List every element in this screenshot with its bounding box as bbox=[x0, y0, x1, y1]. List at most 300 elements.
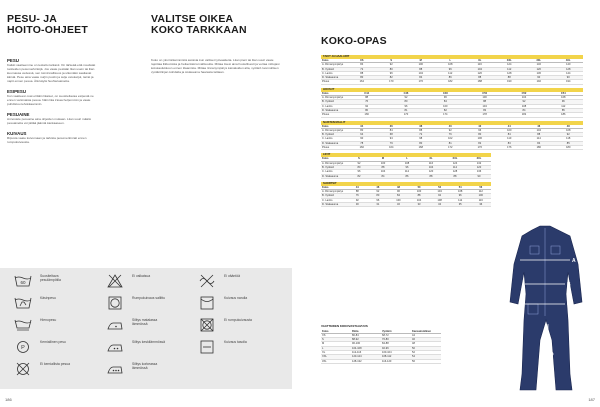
wash-gentle-icon bbox=[14, 318, 32, 332]
small-table-row bbox=[321, 360, 441, 364]
table-cell: 96 bbox=[389, 71, 393, 75]
table-cell: 81 bbox=[448, 141, 452, 145]
table-cell: 182 bbox=[448, 80, 453, 84]
care-label: Ei vääntöä bbox=[224, 274, 241, 278]
table-cell: 100 bbox=[478, 194, 483, 198]
small-table-header-cell: Kansainvälinen bbox=[412, 329, 432, 333]
small-table-cell: 76-80 bbox=[382, 338, 389, 342]
table-header-cell: C44 bbox=[364, 91, 370, 95]
table-cell: 88 bbox=[453, 174, 457, 178]
table-cell: 108 bbox=[448, 63, 453, 67]
table-cell: 88 bbox=[507, 76, 511, 80]
iron-medium-icon bbox=[106, 340, 124, 354]
table-cell: C. Lantio bbox=[322, 170, 333, 174]
small-table-cell: 88-92 bbox=[352, 338, 359, 342]
table-cell: 88 bbox=[478, 76, 482, 80]
table-cell: 31 bbox=[376, 203, 380, 207]
table-header-cell: C52 bbox=[521, 91, 527, 95]
small-table-cell: 3XL bbox=[322, 359, 327, 363]
table-header-cell: C46 bbox=[403, 91, 409, 95]
table-cell: 128 bbox=[507, 71, 512, 75]
hand-wash-icon bbox=[14, 296, 32, 310]
table-cell: 114 bbox=[536, 137, 541, 141]
table-cell: 92 bbox=[522, 100, 526, 104]
table-row bbox=[321, 203, 491, 207]
table-cell: 82 bbox=[389, 76, 393, 80]
table-header-cell: 44 bbox=[507, 124, 511, 128]
table-cell: 104 bbox=[521, 96, 527, 100]
table-cell: 100 bbox=[443, 104, 448, 108]
table-cell: A. Rinnanympärys bbox=[322, 128, 344, 132]
section-text-kuivaus: Ripusta vaate kuivumaan ja tarkista pesumerkinnät ennen rumpukuivausta. bbox=[7, 136, 87, 144]
small-table-cell: 56 bbox=[412, 359, 415, 363]
page-number-left: 186 bbox=[5, 397, 12, 402]
table-cell: 92 bbox=[357, 161, 361, 165]
table-cell: 112 bbox=[507, 67, 512, 71]
small-table-cell: 52 bbox=[412, 350, 415, 354]
table-cell: 100 bbox=[418, 63, 423, 67]
table-cell: 94 bbox=[389, 137, 393, 141]
table-header-cell: 36 bbox=[389, 124, 393, 128]
no-tumble-icon bbox=[198, 318, 216, 332]
table-cell: B. Vyötärö bbox=[322, 67, 335, 71]
care-label: Ei valkaisua bbox=[132, 274, 151, 278]
small-table-header-cell: Koko bbox=[322, 329, 329, 333]
table-cell: C. Lantio bbox=[322, 71, 333, 75]
table-cell: 108 bbox=[437, 198, 442, 202]
table-cell: 88 bbox=[381, 165, 385, 169]
table-cell: 90 bbox=[477, 174, 481, 178]
iron-low-icon bbox=[106, 318, 124, 332]
table-header-cell: 3XL bbox=[476, 157, 482, 161]
table-cell: 104 bbox=[536, 128, 541, 132]
section-heading-pesuaine: PESUAINE bbox=[7, 112, 30, 117]
table-cell: 96 bbox=[448, 67, 452, 71]
table-cell: 68 bbox=[389, 133, 393, 137]
size-table bbox=[321, 182, 491, 207]
section-text-esipesu: Kun vaatteesi ovat erittäin likaiset, on suositeltavaa esipestä ne ennen varsinaista pesua. Näin lika irtoaa helpommin ja vaate puhdistuu tehokkaammin. bbox=[7, 94, 94, 106]
table-cell: 108 bbox=[404, 161, 410, 165]
table-header-cell: Koko bbox=[322, 124, 329, 128]
table-cell: 86 bbox=[448, 76, 452, 80]
table-cell: 84 bbox=[522, 108, 526, 112]
care-label: Suositeltava pesulämpötila bbox=[40, 274, 61, 283]
small-table-cell: 96-100 bbox=[352, 342, 361, 346]
svg-text:60: 60 bbox=[20, 280, 26, 285]
table-cell: 96 bbox=[357, 170, 361, 174]
table-cell: 80 bbox=[404, 100, 408, 104]
small-table-cell: XXL bbox=[322, 355, 327, 359]
table-cell: D. Sisäsauma bbox=[322, 108, 339, 112]
table-cell: 136 bbox=[536, 71, 541, 75]
table-header-cell: C54 bbox=[560, 91, 566, 95]
iron-high-icon bbox=[106, 362, 124, 376]
table-cell: 86 bbox=[405, 174, 409, 178]
table-cell: B. Vyötärö bbox=[322, 100, 335, 104]
table-cell: 84 bbox=[360, 63, 364, 67]
care-label: Kuivaus tasolla bbox=[224, 340, 247, 344]
table-header-cell: Koko bbox=[322, 157, 329, 161]
table-cell: 80 bbox=[376, 194, 380, 198]
table-cell: 176 bbox=[418, 80, 423, 84]
small-table-cell: 68-72 bbox=[382, 333, 389, 337]
table-header-cell: L bbox=[449, 59, 452, 62]
table-cell: 96 bbox=[397, 190, 400, 194]
table-cell: 80 bbox=[389, 67, 393, 71]
table-header-cell: 56 bbox=[479, 185, 483, 189]
table-header-cell: C48 bbox=[442, 91, 448, 95]
table-cell: 180 bbox=[536, 146, 541, 150]
table-cell: 136 bbox=[476, 170, 482, 174]
table-cell: 172 bbox=[448, 146, 453, 150]
table-cell: 120 bbox=[477, 71, 482, 75]
table-cell: A. Rinnanympärys bbox=[322, 63, 344, 67]
table-cell: A. Rinnanympärys bbox=[322, 161, 344, 165]
table-cell: 96 bbox=[478, 128, 482, 132]
table-header-cell: 38 bbox=[419, 124, 423, 128]
table-cell: 84 bbox=[397, 194, 400, 198]
small-table-cell: XS bbox=[322, 333, 326, 337]
small-table-cell: 48 bbox=[412, 342, 415, 346]
table-cell: 96 bbox=[376, 198, 380, 202]
table-cell: 84 bbox=[443, 100, 447, 104]
small-table-cell: 80-84 bbox=[352, 333, 359, 337]
table-cell: 164 bbox=[359, 80, 364, 84]
table-cell: 88 bbox=[419, 128, 423, 132]
table-cell: C. Lantio bbox=[322, 198, 333, 202]
table-header-cell: 40 bbox=[448, 124, 452, 128]
table-cell: 92 bbox=[376, 190, 380, 194]
table-header-cell: S bbox=[390, 59, 393, 62]
table-cell: 100 bbox=[482, 96, 487, 100]
table-cell: 96 bbox=[404, 104, 408, 108]
table-cell: 83 bbox=[507, 141, 511, 145]
table-cell: 84 bbox=[381, 174, 385, 178]
care-item bbox=[198, 274, 262, 288]
table-cell: 76 bbox=[448, 133, 452, 137]
table-cell: 96 bbox=[443, 96, 447, 100]
table-cell: 84 bbox=[389, 128, 393, 132]
table-cell: 112 bbox=[458, 198, 463, 202]
table-header-cell: S bbox=[358, 157, 360, 161]
table-cell: 32 bbox=[397, 203, 400, 207]
table-cell: 104 bbox=[380, 170, 386, 174]
table-header-cell: 50 bbox=[417, 185, 421, 189]
table-header-cell: 3XL bbox=[536, 59, 542, 62]
table-cell: 116 bbox=[478, 198, 483, 202]
table-cell: 84 bbox=[507, 133, 511, 137]
table-cell: B. Vyötärö bbox=[322, 194, 335, 198]
care-item bbox=[198, 340, 262, 354]
table-header-cell: XXL bbox=[506, 59, 512, 62]
table-cell: 100 bbox=[507, 128, 512, 132]
table-cell: 128 bbox=[566, 67, 571, 71]
table-cell: 80 bbox=[365, 108, 369, 112]
table-band: HOUSUT bbox=[321, 88, 583, 92]
line-dry-icon bbox=[198, 296, 216, 310]
no-bleach-icon bbox=[106, 274, 124, 288]
table-cell: 190 bbox=[507, 80, 512, 84]
table-cell: 140 bbox=[566, 63, 571, 67]
table-cell: D. Sisäsauma bbox=[322, 203, 339, 207]
size-table bbox=[321, 55, 583, 85]
measure-label-a: A bbox=[572, 258, 576, 264]
care-item bbox=[106, 274, 170, 288]
size-tables bbox=[321, 55, 583, 210]
small-table-cell: 84-88 bbox=[382, 342, 389, 346]
table-cell: 108 bbox=[458, 190, 463, 194]
size-title-2: KOKO TARKKAAN bbox=[151, 24, 247, 36]
table-cell: 82 bbox=[478, 141, 482, 145]
table-cell: 104 bbox=[482, 104, 487, 108]
care-label: Hienopesu bbox=[40, 318, 57, 322]
table-cell: C. Lantio bbox=[322, 137, 333, 141]
table-cell: 88 bbox=[429, 174, 433, 178]
table-cell: 120 bbox=[476, 165, 482, 169]
care-label: Ei rumpukuivausta bbox=[224, 318, 252, 322]
table-header-cell: XL bbox=[429, 157, 433, 161]
small-table-cell: 44 bbox=[412, 333, 415, 337]
small-size-table bbox=[321, 324, 441, 364]
table-cell: 104 bbox=[418, 71, 423, 75]
section-text-pesuaine: Annostele pesuaine aina ohjeiden mukaan. Liian suuri määrä pesuainetta voi jättää jäämiä kankaaseen. bbox=[7, 117, 91, 125]
tumble-dry-icon bbox=[106, 296, 124, 310]
table-band: SHORTSIT bbox=[321, 182, 491, 186]
table-cell: 124 bbox=[507, 63, 512, 67]
care-label: Rumpukuivaus sallittu bbox=[132, 296, 165, 300]
care-label: Ei kemiallista pesua bbox=[40, 362, 70, 366]
table-cell: 112 bbox=[448, 71, 453, 75]
table-cell: 176 bbox=[507, 146, 512, 150]
size-intro-text: Koko on yksi tärkeimmistä asioista kun valitset työvaatteita. Liian pieni tai liian suuri vaate rajoittaa liikkumista ja heikentää turvallisuutta. Mittaa itsesi aina huolellisesti ja vertaa mittojasi kokotaulukkoon ennen tilaamista. Mittaa rinnanympärys kainaloiden alta, vyötärö luonnollisen vyötärölinjan kohdalta ja sisäsauma haarasta lattiaan. bbox=[151, 58, 280, 74]
table-header-cell: XS bbox=[360, 59, 364, 62]
table-cell: 188 bbox=[477, 80, 482, 84]
table-cell: 100 bbox=[380, 161, 386, 165]
table-cell: 112 bbox=[561, 104, 566, 108]
table-cell: 144 bbox=[566, 71, 571, 75]
care-text-column bbox=[7, 55, 101, 144]
table-cell: 90 bbox=[566, 76, 570, 80]
table-cell: 116 bbox=[477, 63, 482, 67]
table-cell: 178 bbox=[482, 113, 487, 117]
table-cell: 83 bbox=[483, 108, 487, 112]
measure-label-c: C bbox=[567, 302, 571, 308]
table-header-cell: 46 bbox=[537, 124, 541, 128]
table-cell: 194 bbox=[566, 80, 571, 84]
table-cell: 164 bbox=[389, 146, 394, 150]
table-cell: 88 bbox=[537, 133, 541, 137]
table-header-cell: 48 bbox=[566, 124, 570, 128]
table-cell: 106 bbox=[477, 137, 482, 141]
small-table-cell: 128-132 bbox=[352, 359, 362, 363]
table-cell: 192 bbox=[536, 80, 541, 84]
table-header-cell: Koko bbox=[322, 59, 329, 62]
coverall-figure bbox=[500, 224, 590, 394]
table-cell: 72 bbox=[419, 133, 423, 137]
size-title-1: VALITSE OIKEA bbox=[151, 13, 234, 25]
table-header-cell: XXL bbox=[452, 157, 458, 161]
care-label: Kuivaus narulla bbox=[224, 296, 248, 300]
small-table-cell: XL bbox=[322, 350, 326, 354]
size-guide-title: KOKO-OPAS bbox=[321, 35, 387, 47]
table-cell: 88 bbox=[360, 71, 364, 75]
care-label: Silitys korkeassa lämmössä bbox=[132, 362, 158, 371]
table-cell: 80 bbox=[419, 141, 423, 145]
table-cell: 110 bbox=[507, 137, 512, 141]
table-cell: 84 bbox=[419, 76, 423, 80]
table-cell: 80 bbox=[478, 133, 482, 137]
table-header-cell: Koko bbox=[322, 91, 329, 95]
table-cell: 79 bbox=[389, 141, 393, 145]
table-cell: 124 bbox=[452, 161, 458, 165]
table-cell: 168 bbox=[418, 146, 423, 150]
section-text-pesu: Kaikki vaatteemme on testattu tarkasti. On tärkeää että noudatat tuotteiden pesumerkintöjä. Jos vaate pestään liian usein tai liian kuumassa vedessä, sen toiminnallisuus ja ulkonäkö saattavat kärsiä. Pese aina vaate nurjin puolin ja sulje vetoketjut, tarrat ja napit ennen pesua. Älä käytä huuhteluainetta. bbox=[7, 63, 96, 83]
table-cell: 82 bbox=[443, 108, 447, 112]
table-cell: 92 bbox=[355, 198, 359, 202]
table-cell: D. Sisäsauma bbox=[322, 141, 339, 145]
section-heading-kuivaus: KUIVAUS bbox=[7, 131, 27, 136]
table-cell: 90 bbox=[360, 137, 364, 141]
table-cell: 30 bbox=[355, 203, 359, 207]
table-cell: 118 bbox=[566, 137, 571, 141]
table-cell: B. Vyötärö bbox=[322, 133, 335, 137]
table-cell: 102 bbox=[448, 137, 453, 141]
table-cell: 85 bbox=[561, 108, 565, 112]
small-table-grid bbox=[321, 330, 441, 364]
table-cell: Pituus bbox=[322, 80, 330, 84]
table-cell: 116 bbox=[428, 161, 434, 165]
table-cell: 176 bbox=[477, 146, 482, 150]
care-title-1: PESU- JA bbox=[7, 13, 58, 25]
table-cell: A. Rinnanympärys bbox=[322, 190, 344, 194]
table-cell: 104 bbox=[428, 165, 434, 169]
care-item bbox=[14, 362, 78, 376]
table-cell: Pituus bbox=[322, 146, 330, 150]
dryclean-p-icon bbox=[14, 340, 32, 354]
table-cell: 132 bbox=[476, 161, 482, 165]
table-cell: 92 bbox=[448, 128, 452, 132]
table-cell: 88 bbox=[365, 96, 369, 100]
table-header-cell: 48 bbox=[397, 185, 400, 189]
table-row bbox=[321, 113, 583, 117]
table-cell: 180 bbox=[566, 146, 571, 150]
table-cell: 92 bbox=[365, 104, 369, 108]
table-header-cell: Koko bbox=[322, 185, 329, 189]
small-table-title: VAATTEIDEN KOKOVASTAAVUUS bbox=[321, 324, 368, 328]
care-item bbox=[106, 340, 170, 354]
table-header-cell: L bbox=[406, 157, 408, 161]
table-header-cell: 42 bbox=[478, 124, 482, 128]
small-table-header-cell: Vyötärö bbox=[382, 329, 392, 333]
table-cell: 80 bbox=[360, 128, 364, 132]
table-cell: 80 bbox=[357, 165, 361, 169]
table-cell: D. Sisäsauma bbox=[322, 174, 339, 178]
table-cell: A. Rinnanympärys bbox=[322, 96, 344, 100]
small-table-cell: 120-124 bbox=[352, 355, 362, 359]
care-item bbox=[14, 340, 78, 354]
table-cell: 104 bbox=[437, 190, 442, 194]
table-header-cell: XL bbox=[478, 59, 482, 62]
table-cell: 182 bbox=[521, 113, 527, 117]
table-cell: 85 bbox=[566, 141, 570, 145]
small-table-cell: S bbox=[322, 338, 324, 342]
table-cell: 76 bbox=[365, 100, 369, 104]
care-label: Silitys matalassa lämmössä bbox=[132, 318, 158, 327]
table-band: NAISTEN MALLIT bbox=[321, 121, 583, 125]
page-number-right: 187 bbox=[588, 397, 595, 402]
table-cell: 120 bbox=[536, 67, 541, 71]
table-cell: 170 bbox=[403, 113, 409, 117]
care-item bbox=[106, 362, 170, 376]
table-header-cell: 46 bbox=[376, 185, 380, 189]
table-row bbox=[321, 80, 583, 84]
table-header-cell: C50 bbox=[482, 91, 488, 95]
table-cell: 82 bbox=[357, 174, 361, 178]
small-table-cell: 54 bbox=[412, 355, 415, 359]
table-cell: 108 bbox=[561, 96, 566, 100]
small-table-cell: M bbox=[322, 342, 325, 346]
table-cell: D. Sisäsauma bbox=[322, 76, 339, 80]
section-heading-pesu: PESU bbox=[7, 58, 19, 63]
table-cell: 160 bbox=[359, 146, 364, 150]
table-cell: 104 bbox=[416, 198, 422, 202]
small-table-cell: 104-108 bbox=[352, 346, 362, 350]
table-row bbox=[321, 175, 491, 179]
table-cell: 92 bbox=[389, 63, 393, 67]
table-cell: 88 bbox=[419, 67, 423, 71]
table-cell: 108 bbox=[566, 128, 571, 132]
table-band: TAKIT JA HAALARIT bbox=[321, 55, 583, 59]
table-cell: B. Vyötärö bbox=[322, 165, 335, 169]
table-header-cell: M bbox=[381, 157, 385, 161]
table-cell: 112 bbox=[452, 165, 458, 169]
table-cell: 100 bbox=[396, 198, 401, 202]
small-table-cell: 112-116 bbox=[352, 350, 362, 354]
table-cell: 90 bbox=[537, 76, 541, 80]
care-label: Silitys keskilämmössä bbox=[132, 340, 165, 344]
table-cell: 88 bbox=[483, 100, 487, 104]
small-table-cell: 46 bbox=[412, 338, 415, 342]
table-cell: 81 bbox=[404, 108, 408, 112]
table-cell: 100 bbox=[416, 190, 422, 194]
size-table bbox=[321, 153, 491, 178]
table-cell: 64 bbox=[360, 133, 364, 137]
table-cell: 112 bbox=[404, 170, 410, 174]
care-item bbox=[106, 296, 170, 310]
table-cell: 34 bbox=[438, 203, 442, 207]
small-table-cell: 108-112 bbox=[382, 355, 392, 359]
table-band: LIIVIT bbox=[321, 153, 491, 157]
table-cell: 76 bbox=[355, 194, 359, 198]
table-cell: 92 bbox=[566, 133, 570, 137]
size-table bbox=[321, 121, 583, 151]
no-wring-icon bbox=[198, 274, 216, 288]
care-item bbox=[14, 296, 78, 310]
svg-text:P: P bbox=[21, 345, 25, 351]
table-cell: 35 bbox=[458, 203, 462, 207]
care-item bbox=[198, 318, 262, 332]
table-cell: C. Lantio bbox=[322, 104, 333, 108]
care-item bbox=[14, 318, 78, 332]
small-table-cell: 116-120 bbox=[382, 359, 392, 363]
small-table-cell: L bbox=[322, 346, 324, 350]
table-cell: 92 bbox=[404, 96, 408, 100]
table-cell: 78 bbox=[360, 141, 364, 145]
table-header-cell: 44 bbox=[355, 185, 359, 189]
table-cell: 96 bbox=[458, 194, 462, 198]
table-cell: 92 bbox=[438, 194, 442, 198]
flat-dry-icon bbox=[198, 340, 216, 354]
